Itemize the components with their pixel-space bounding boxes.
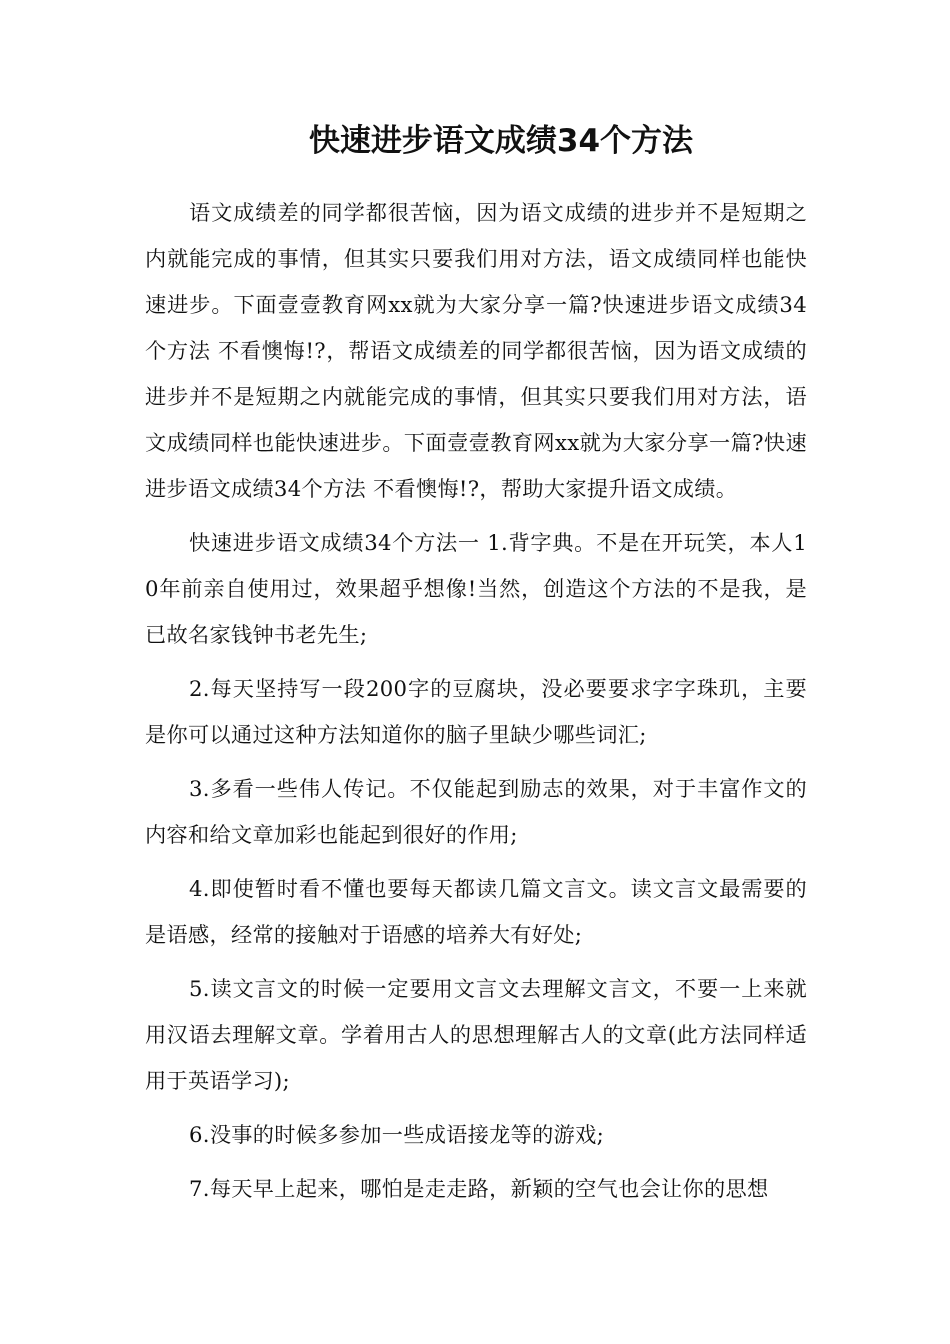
paragraph-intro: 语文成绩差的同学都很苦恼，因为语文成绩的进步并不是短期之内就能完成的事情，但其实只要我们用对方法，语文成绩同样也能快速进步。下面壹壹教育网xx就为大家分享一篇?快速进步语文成绩34个方法 不看懊悔!?，帮语文成绩差的同学都很苦恼，因为语文成绩的进步并不是短期之内就能完成的事情，但其实只要我们用对方法，语文成绩同样也能快速进步。下面壹壹教育网xx就为大家分享一篇?快速进步语文成绩34个方法 不看懊悔!?，帮助大家提升语文成绩。: [145, 200, 807, 501]
paragraph-method-1: 快速进步语文成绩34个方法一 1.背字典。不是在开玩笑，本人10年前亲自使用过，效果超乎想像!当然，创造这个方法的不是我，是已故名家钱钟书老先生;: [145, 530, 807, 647]
paragraph-method-2: 2.每天坚持写一段200字的豆腐块，没必要要求字字珠玑，主要是你可以通过这种方法知道你的脑子里缺少哪些词汇;: [145, 676, 807, 747]
document-title: 快速进步语文成绩34个方法: [308, 123, 694, 159]
paragraph-method-5: 5.读文言文的时候一定要用文言文去理解文言文，不要一上来就用汉语去理解文章。学着用古人的思想理解古人的文章(此方法同样适用于英语学习);: [145, 976, 807, 1093]
paragraph-method-6: 6.没事的时候多参加一些成语接龙等的游戏;: [189, 1122, 605, 1147]
paragraph-method-3: 3.多看一些伟人传记。不仅能起到励志的效果，对于丰富作文的内容和给文章加彩也能起到很好的作用;: [145, 776, 807, 847]
document-body: [145, 190, 807, 1220]
paragraph-method-4: 4.即使暂时看不懂也要每天都读几篇文言文。读文言文最需要的是语感，经常的接触对于语感的培养大有好处;: [145, 876, 807, 947]
paragraph-method-7: 7.每天早上起来，哪怕是走走路，新颖的空气也会让你的思想: [189, 1176, 769, 1201]
